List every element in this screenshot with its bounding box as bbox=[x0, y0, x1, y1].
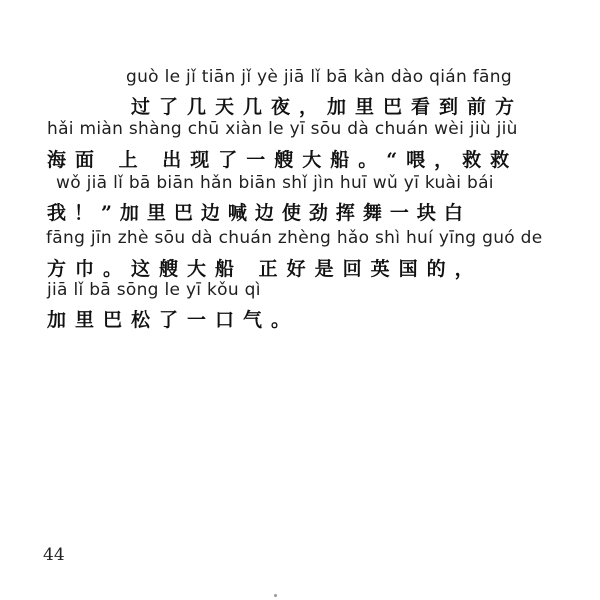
pinyin-line-2: hǎi miàn shàng chū xiàn le yī sōu dà chuán wèi jiù jiù bbox=[47, 119, 518, 139]
hanzi-line-1: 过了几天几夜，加里巴看到前方 bbox=[131, 96, 524, 118]
hanzi-line-5: 加里巴松了一口气。 bbox=[47, 309, 300, 331]
hanzi-line-2: 海面 上 出现了一艘大船。“喂，救救 bbox=[47, 149, 519, 171]
pinyin-line-1: guò le jǐ tiān jǐ yè jiā lǐ bā kàn dào qián fāng bbox=[126, 67, 512, 87]
page-number: 44 bbox=[43, 545, 65, 565]
hanzi-line-4: 方巾。这艘大船 正好是回英国的， bbox=[47, 258, 483, 280]
pinyin-line-5: jiā lǐ bā sōng le yī kǒu qì bbox=[47, 280, 261, 300]
pinyin-line-3: wǒ jiā lǐ bā biān hǎn biān shǐ jìn huī wǔ yī kuài bái bbox=[56, 173, 494, 193]
hanzi-line-3: 我！”加里巴边喊边使劲挥舞一块白 bbox=[47, 202, 471, 224]
pinyin-line-4: fāng jīn zhè sōu dà chuán zhèng hǎo shì huí yīng guó de bbox=[46, 228, 543, 248]
scan-speck bbox=[274, 594, 277, 597]
